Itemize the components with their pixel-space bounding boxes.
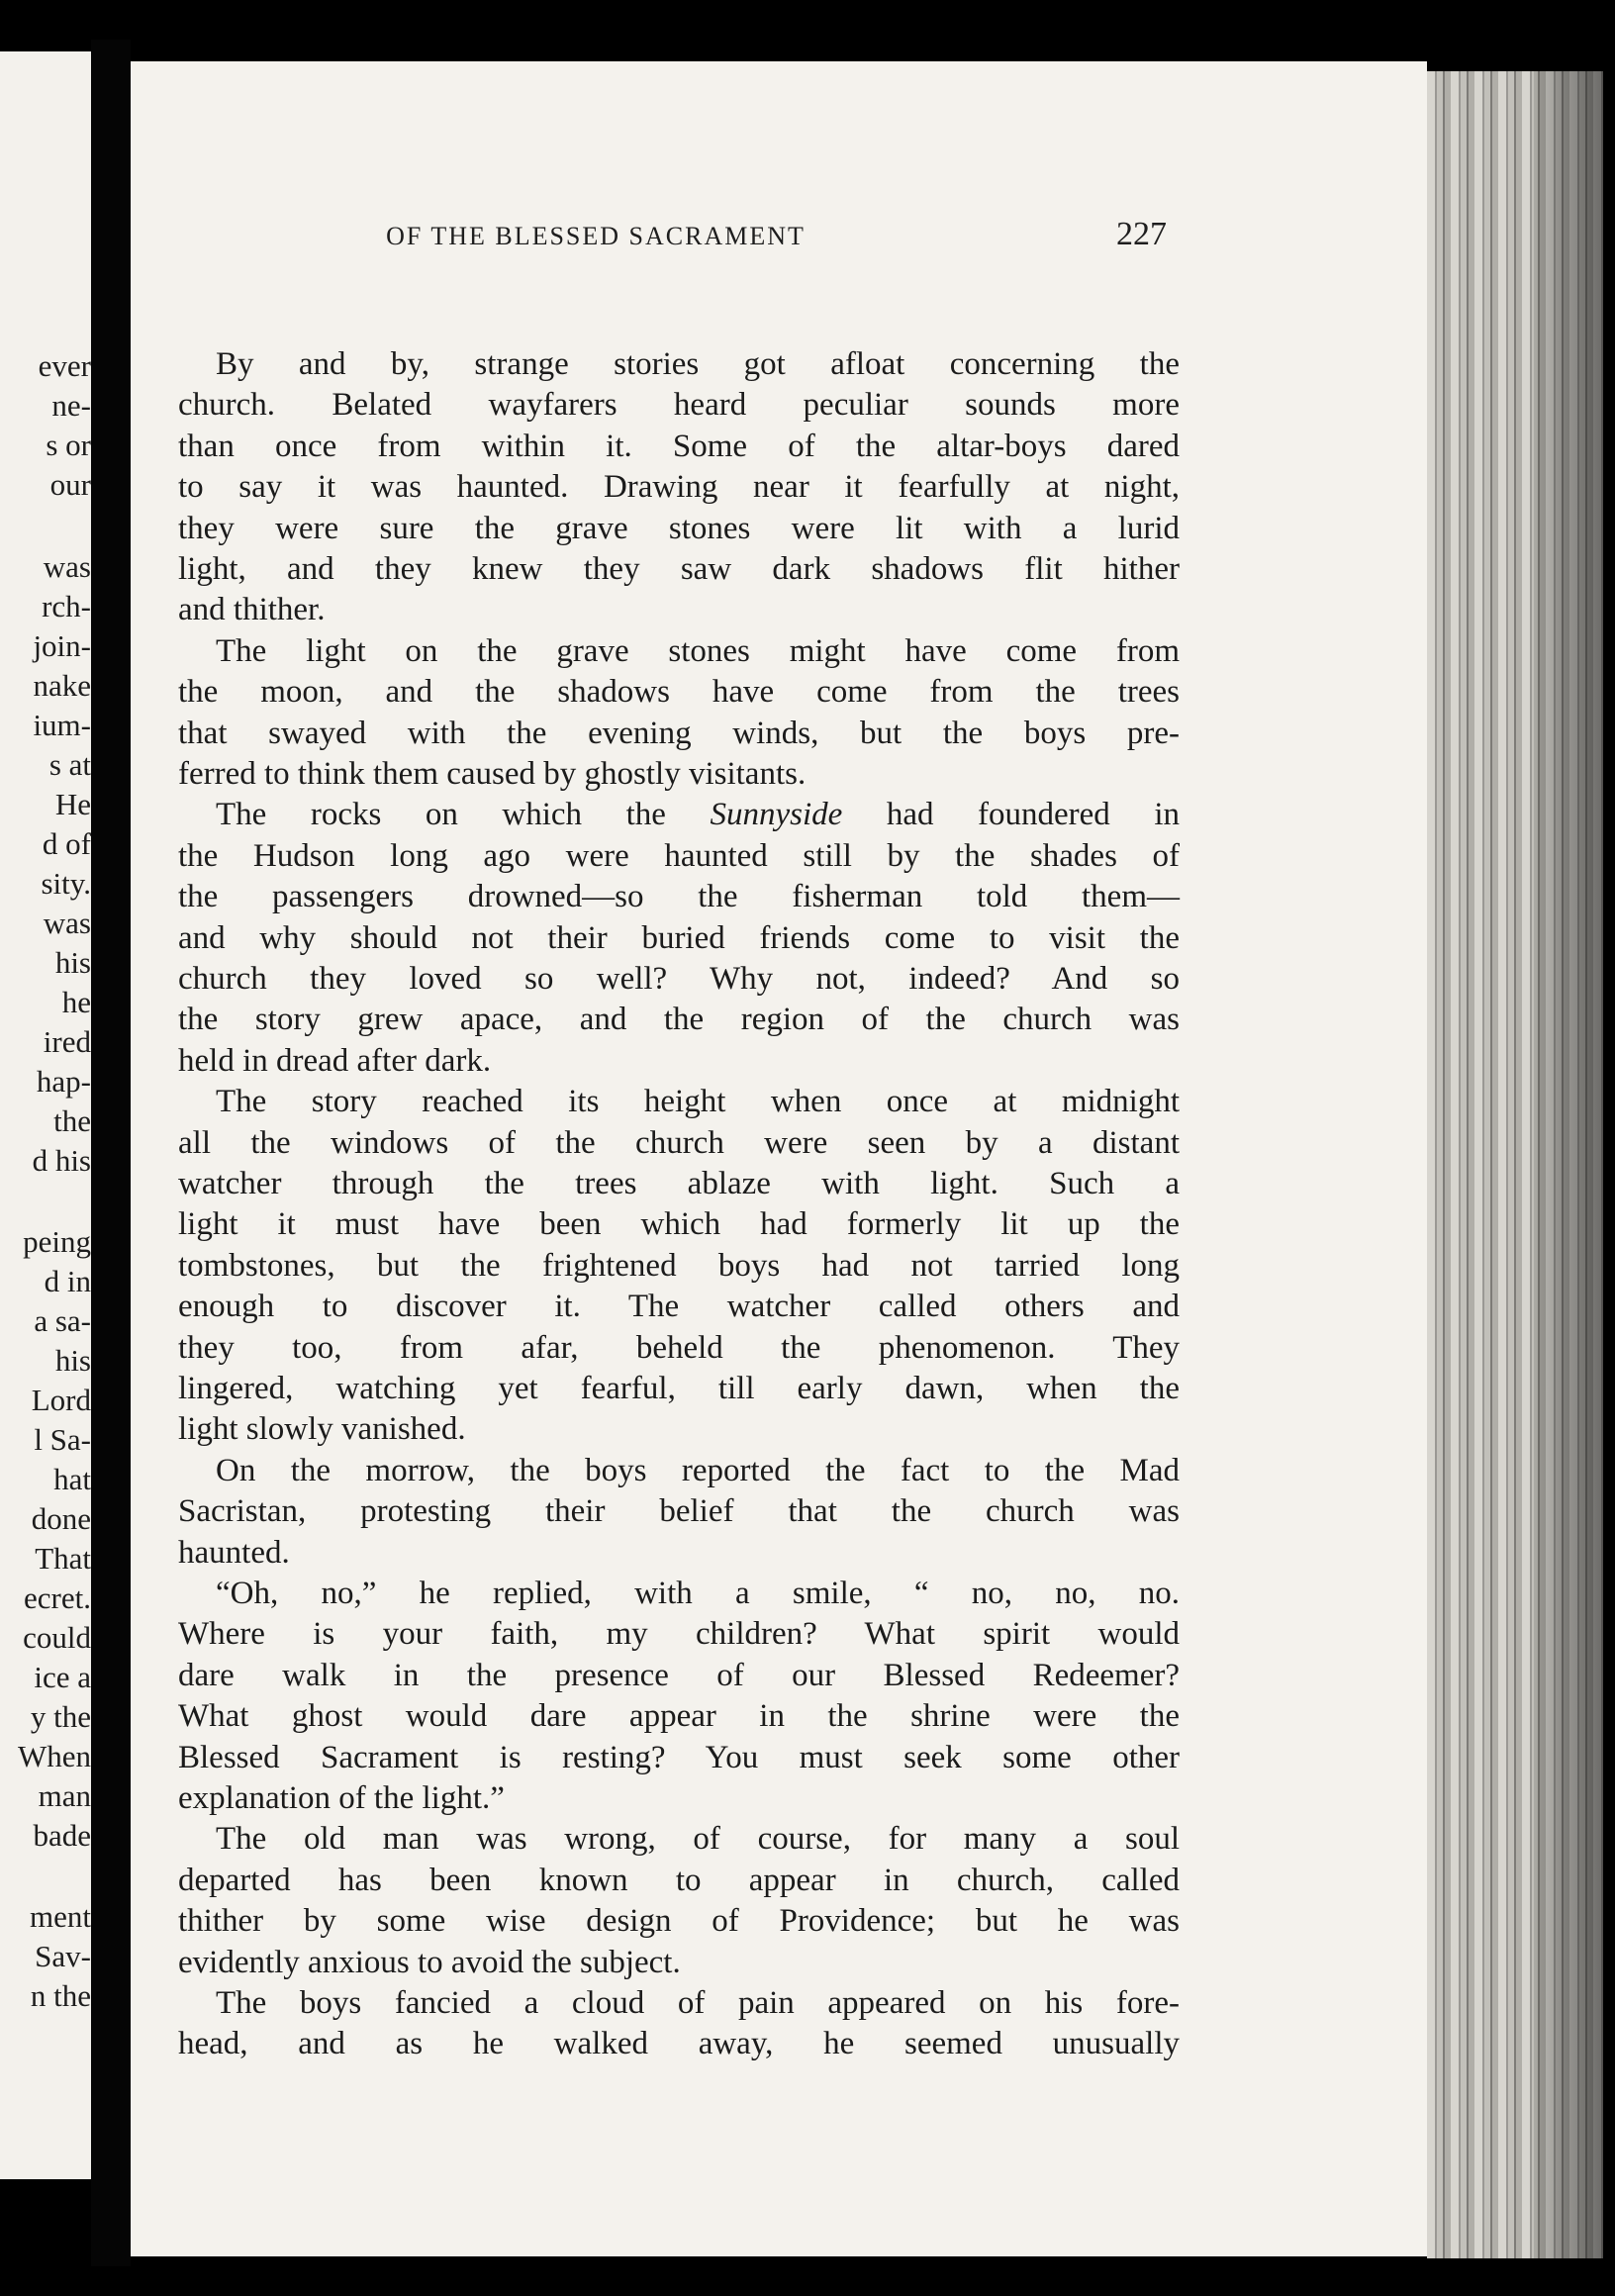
left-page-line: hap- [36, 1064, 91, 1099]
left-page-line: his [54, 945, 91, 980]
body-text-line: On the morrow, the boys reported the fact to the Mad [216, 1453, 1180, 1488]
body-text-line: departed has been known to appear in church, called [178, 1863, 1180, 1898]
left-page-line: could [23, 1620, 91, 1655]
body-text-line: Sacristan, protesting their belief that the church was [178, 1493, 1180, 1529]
body-text-line: thither by some wise design of Providence; but he was [178, 1903, 1180, 1939]
left-page-line: join- [33, 628, 91, 663]
body-text-line: dare walk in the presence of our Blessed Redeemer? [178, 1658, 1180, 1693]
body-text-line: and why should not their buried friends come to visit the [178, 920, 1180, 956]
left-page-line: a sa- [34, 1303, 91, 1338]
left-page-line: the [53, 1103, 91, 1138]
left-page-line: ever [38, 348, 91, 383]
left-page-line: nake [33, 668, 91, 703]
left-page-line: our [49, 467, 91, 502]
left-page-line: When [17, 1739, 91, 1773]
body-text-line: all the windows of the church were seen by a distant [178, 1125, 1180, 1161]
left-page-line: was [43, 549, 91, 584]
left-page-line: d his [32, 1143, 91, 1178]
left-page-line: was [43, 906, 91, 940]
body-text-line: they were sure the grave stones were lit with a lurid [178, 511, 1180, 546]
left-page-line: He [54, 787, 91, 821]
left-page-line: sity. [41, 866, 91, 901]
body-text-line: light, and they knew they saw dark shadows flit hither [178, 551, 1180, 587]
left-page-line: ired [43, 1024, 91, 1059]
body-text-line: watcher through the trees ablaze with light. Such a [178, 1166, 1180, 1201]
left-page-line: done [31, 1501, 91, 1536]
body-text-line: The old man was wrong, of course, for many a soul [216, 1821, 1180, 1857]
left-page-line: ium- [33, 708, 91, 742]
body-text-line: lingered, watching yet fearful, till early dawn, when the [178, 1371, 1180, 1406]
body-text-line: head, and as he walked away, he seemed unusually [178, 2026, 1180, 2061]
page-edges [1427, 71, 1603, 2258]
left-page-line: bade [33, 1818, 91, 1853]
body-text-line: explanation of the light.” [178, 1780, 505, 1816]
left-page-line: man [38, 1778, 91, 1813]
book-gutter [91, 40, 131, 2266]
page-number: 227 [1116, 216, 1167, 252]
page-edges-shadow [1534, 71, 1603, 2258]
left-page-line: ecret. [24, 1580, 91, 1615]
left-page-line: ne- [51, 388, 91, 423]
running-head: OF THE BLESSED SACRAMENT [386, 222, 806, 250]
left-page-line: his [54, 1343, 91, 1378]
left-page-line: Sav- [35, 1939, 91, 1973]
body-text-line: held in dread after dark. [178, 1043, 492, 1079]
body-text-line: “Oh, no,” he replied, with a smile, “ no, no, no. [216, 1576, 1180, 1611]
body-text-line: the Hudson long ago were haunted still by the shades of [178, 838, 1180, 874]
left-page-line: peing [23, 1224, 91, 1259]
left-page-line: ment [30, 1899, 91, 1934]
left-page-line: l Sa- [34, 1422, 91, 1457]
body-text-line: Where is your faith, my children? What spirit would [178, 1616, 1180, 1652]
body-text-line: enough to discover it. The watcher called others and [178, 1289, 1180, 1324]
body-text-line: What ghost would dare appear in the shrine were the [178, 1698, 1180, 1734]
body-text-line: Blessed Sacrament is resting? You must seek some other [178, 1740, 1180, 1775]
line-text: had foundered in [842, 797, 1180, 832]
body-text-line: than once from within it. Some of the altar-boys dared [178, 429, 1180, 464]
body-text-line: the moon, and the shadows have come from the trees [178, 674, 1180, 710]
left-page-line: ice a [34, 1660, 91, 1694]
body-text-line: and thither. [178, 592, 326, 627]
left-page-edge [0, 51, 91, 2179]
body-text-line: the passengers drowned—so the fisherman told them— [178, 879, 1180, 914]
ship-name: Sunnyside [710, 797, 843, 832]
left-page-line: y the [30, 1699, 91, 1734]
left-page-line: d of [42, 826, 91, 861]
body-text-line: light slowly vanished. [178, 1411, 466, 1447]
body-text-line: church they loved so well? Why not, indeed? And so [178, 961, 1180, 997]
left-page-line: hat [53, 1462, 91, 1496]
left-page-line: That [35, 1541, 91, 1576]
left-page-line: n the [30, 1978, 91, 2013]
body-text-line: evidently anxious to avoid the subject. [178, 1945, 681, 1980]
left-page-line: Lord [31, 1383, 91, 1417]
line-text: The rocks on which the [216, 797, 711, 832]
left-page-line: s or [46, 428, 91, 462]
left-page-line: he [61, 985, 91, 1019]
left-page-line: rch- [42, 589, 91, 623]
body-text-line: By and by, strange stories got afloat concerning the [216, 346, 1180, 382]
body-text-line: The light on the grave stones might have come from [216, 633, 1180, 669]
body-text-line: light it must have been which had formerly lit up the [178, 1206, 1180, 1242]
body-text-line: tombstones, but the frightened boys had not tarried long [178, 1248, 1180, 1284]
body-text-line: to say it was haunted. Drawing near it fearfully at night, [178, 469, 1180, 505]
body-text-line: they too, from afar, beheld the phenomenon. They [178, 1330, 1180, 1366]
body-text-line: The story reached its height when once at midnight [216, 1084, 1180, 1119]
body-text-line: ferred to think them caused by ghostly visitants. [178, 756, 807, 792]
body-text-line: haunted. [178, 1535, 290, 1571]
body-text-line: church. Belated wayfarers heard peculiar sounds more [178, 387, 1180, 423]
body-text-line: The boys fancied a cloud of pain appeared on his fore- [216, 1985, 1180, 2021]
body-text-line [216, 795, 1180, 834]
left-page-line: d in [44, 1264, 91, 1298]
body-text-line: the story grew apace, and the region of the church was [178, 1002, 1180, 1037]
left-page-line: s at [48, 747, 91, 782]
body-text-line: that swayed with the evening winds, but the boys pre- [178, 716, 1180, 751]
